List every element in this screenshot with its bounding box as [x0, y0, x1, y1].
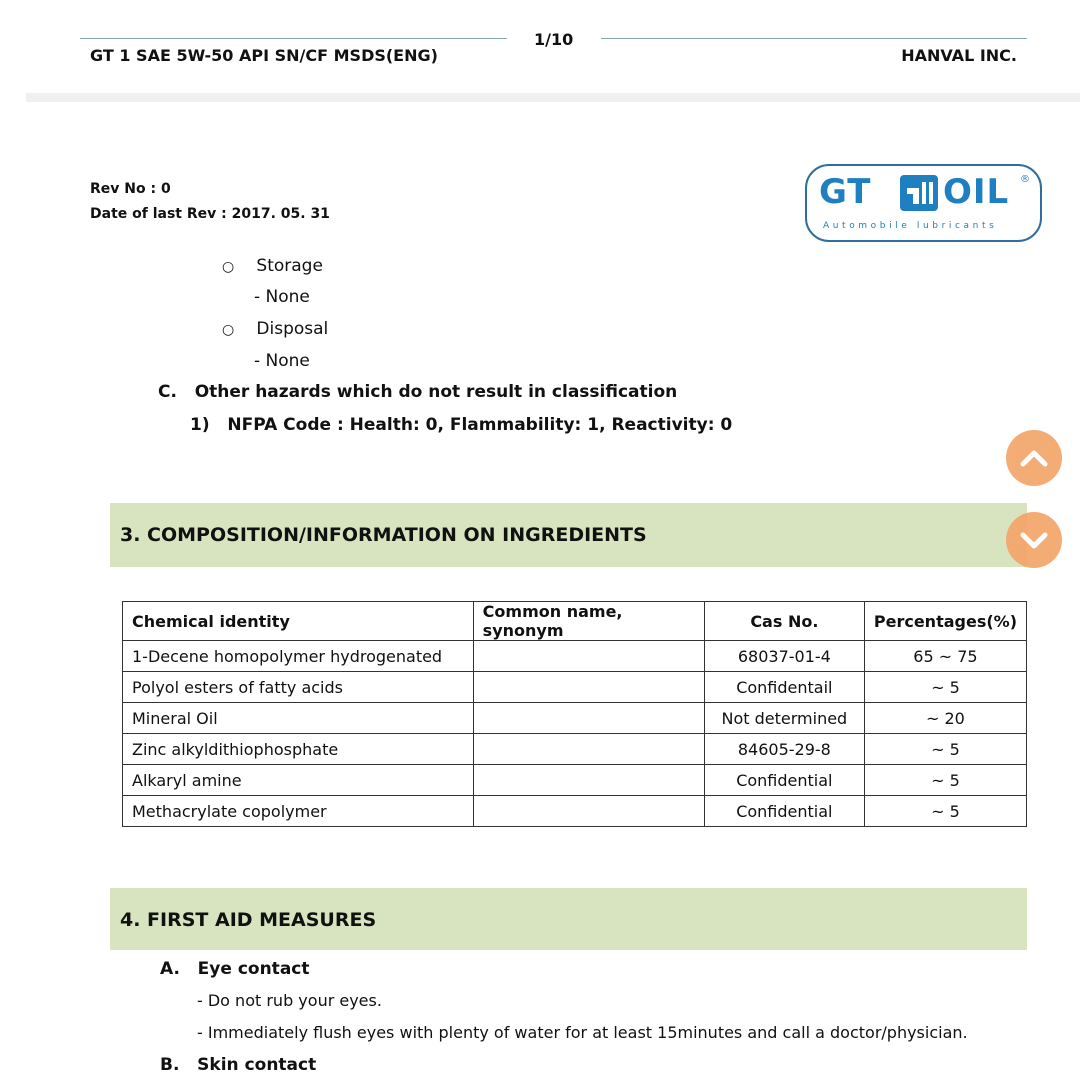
eye-contact-item: - Do not rub your eyes.: [197, 991, 382, 1010]
scroll-up-button[interactable]: [1006, 430, 1062, 486]
logo-emblem-icon: [899, 174, 939, 212]
logo-text-gt: GT: [819, 172, 872, 212]
table-row: [123, 796, 1027, 827]
gt-oil-logo: [805, 164, 1042, 242]
cell-cas: Confidential: [704, 796, 864, 827]
eye-contact-heading: A. Eye contact: [160, 959, 310, 979]
cell-cas: Confidentail: [704, 672, 864, 703]
cell-cas: 68037-01-4: [704, 641, 864, 672]
page-separator: [26, 93, 1080, 102]
cell-percent: 65 ~ 75: [864, 641, 1026, 672]
cell-synonym: [473, 765, 704, 796]
table-row: [123, 703, 1027, 734]
col-chemical-identity: Chemical identity: [123, 602, 474, 641]
logo-tagline: Automobile lubricants: [823, 221, 998, 231]
cell-cas: 84605-29-8: [704, 734, 864, 765]
nfpa-code: 1) NFPA Code : Health: 0, Flammability: 1, Reactivity: 0: [190, 415, 733, 435]
eye-contact-item: - Immediately flush eyes with plenty of water for at least 15minutes and call a doctor/physician.: [197, 1023, 968, 1042]
cell-synonym: [473, 641, 704, 672]
cell-synonym: [473, 734, 704, 765]
cell-percent: ~ 20: [864, 703, 1026, 734]
col-percentages: Percentages(%): [864, 602, 1026, 641]
table-row: [123, 641, 1027, 672]
cell-chemical: Methacrylate copolymer: [123, 796, 474, 827]
table-header-row: [123, 602, 1027, 641]
document-title: GT 1 SAE 5W-50 API SN/CF MSDS(ENG): [90, 46, 438, 65]
cell-chemical: Alkaryl amine: [123, 765, 474, 796]
section-3-title: 3. COMPOSITION/INFORMATION ON INGREDIENTS: [120, 524, 647, 546]
rev-number: Rev No : 0: [90, 181, 171, 197]
composition-table: [122, 601, 1027, 827]
disposal-detail: - None: [254, 351, 310, 371]
bullet-disposal-label: Disposal: [256, 319, 329, 339]
cell-synonym: [473, 672, 704, 703]
cell-percent: ~ 5: [864, 734, 1026, 765]
section-4-header: [110, 888, 1027, 950]
cell-synonym: [473, 703, 704, 734]
bullet-disposal: [222, 319, 328, 339]
cell-chemical: Zinc alkyldithiophosphate: [123, 734, 474, 765]
rev-date: Date of last Rev : 2017. 05. 31: [90, 206, 330, 222]
cell-chemical: Polyol esters of fatty acids: [123, 672, 474, 703]
cell-percent: ~ 5: [864, 672, 1026, 703]
bullet-storage-label: Storage: [256, 256, 323, 276]
bullet-storage: [222, 256, 323, 276]
bullet-circle-icon: ○: [222, 259, 235, 275]
header-rule-left: [80, 38, 507, 39]
scroll-down-button[interactable]: [1006, 512, 1062, 568]
table-row: [123, 765, 1027, 796]
cell-cas: Confidential: [704, 765, 864, 796]
storage-detail: - None: [254, 287, 310, 307]
table-row: [123, 672, 1027, 703]
company-name: HANVAL INC.: [901, 46, 1017, 65]
table-row: [123, 734, 1027, 765]
chevron-down-icon: [1020, 528, 1048, 552]
col-cas-no: Cas No.: [704, 602, 864, 641]
header-rule-right: [601, 38, 1027, 39]
cell-percent: ~ 5: [864, 796, 1026, 827]
cell-cas: Not determined: [704, 703, 864, 734]
chevron-up-icon: [1020, 446, 1048, 470]
cell-chemical: Mineral Oil: [123, 703, 474, 734]
logo-text-oil: OIL: [943, 172, 1010, 212]
other-hazards-heading: C. Other hazards which do not result in classification: [158, 382, 678, 402]
cell-percent: ~ 5: [864, 765, 1026, 796]
cell-synonym: [473, 796, 704, 827]
bullet-circle-icon: ○: [222, 322, 235, 338]
section-4-title: 4. FIRST AID MEASURES: [120, 909, 377, 931]
page-number: 1/10: [534, 30, 574, 49]
section-3-header: [110, 503, 1027, 567]
logo-registered-mark: ®: [1020, 174, 1030, 185]
col-common-name: Common name, synonym: [473, 602, 704, 641]
skin-contact-heading: B. Skin contact: [160, 1055, 317, 1075]
cell-chemical: 1-Decene homopolymer hydrogenated: [123, 641, 474, 672]
